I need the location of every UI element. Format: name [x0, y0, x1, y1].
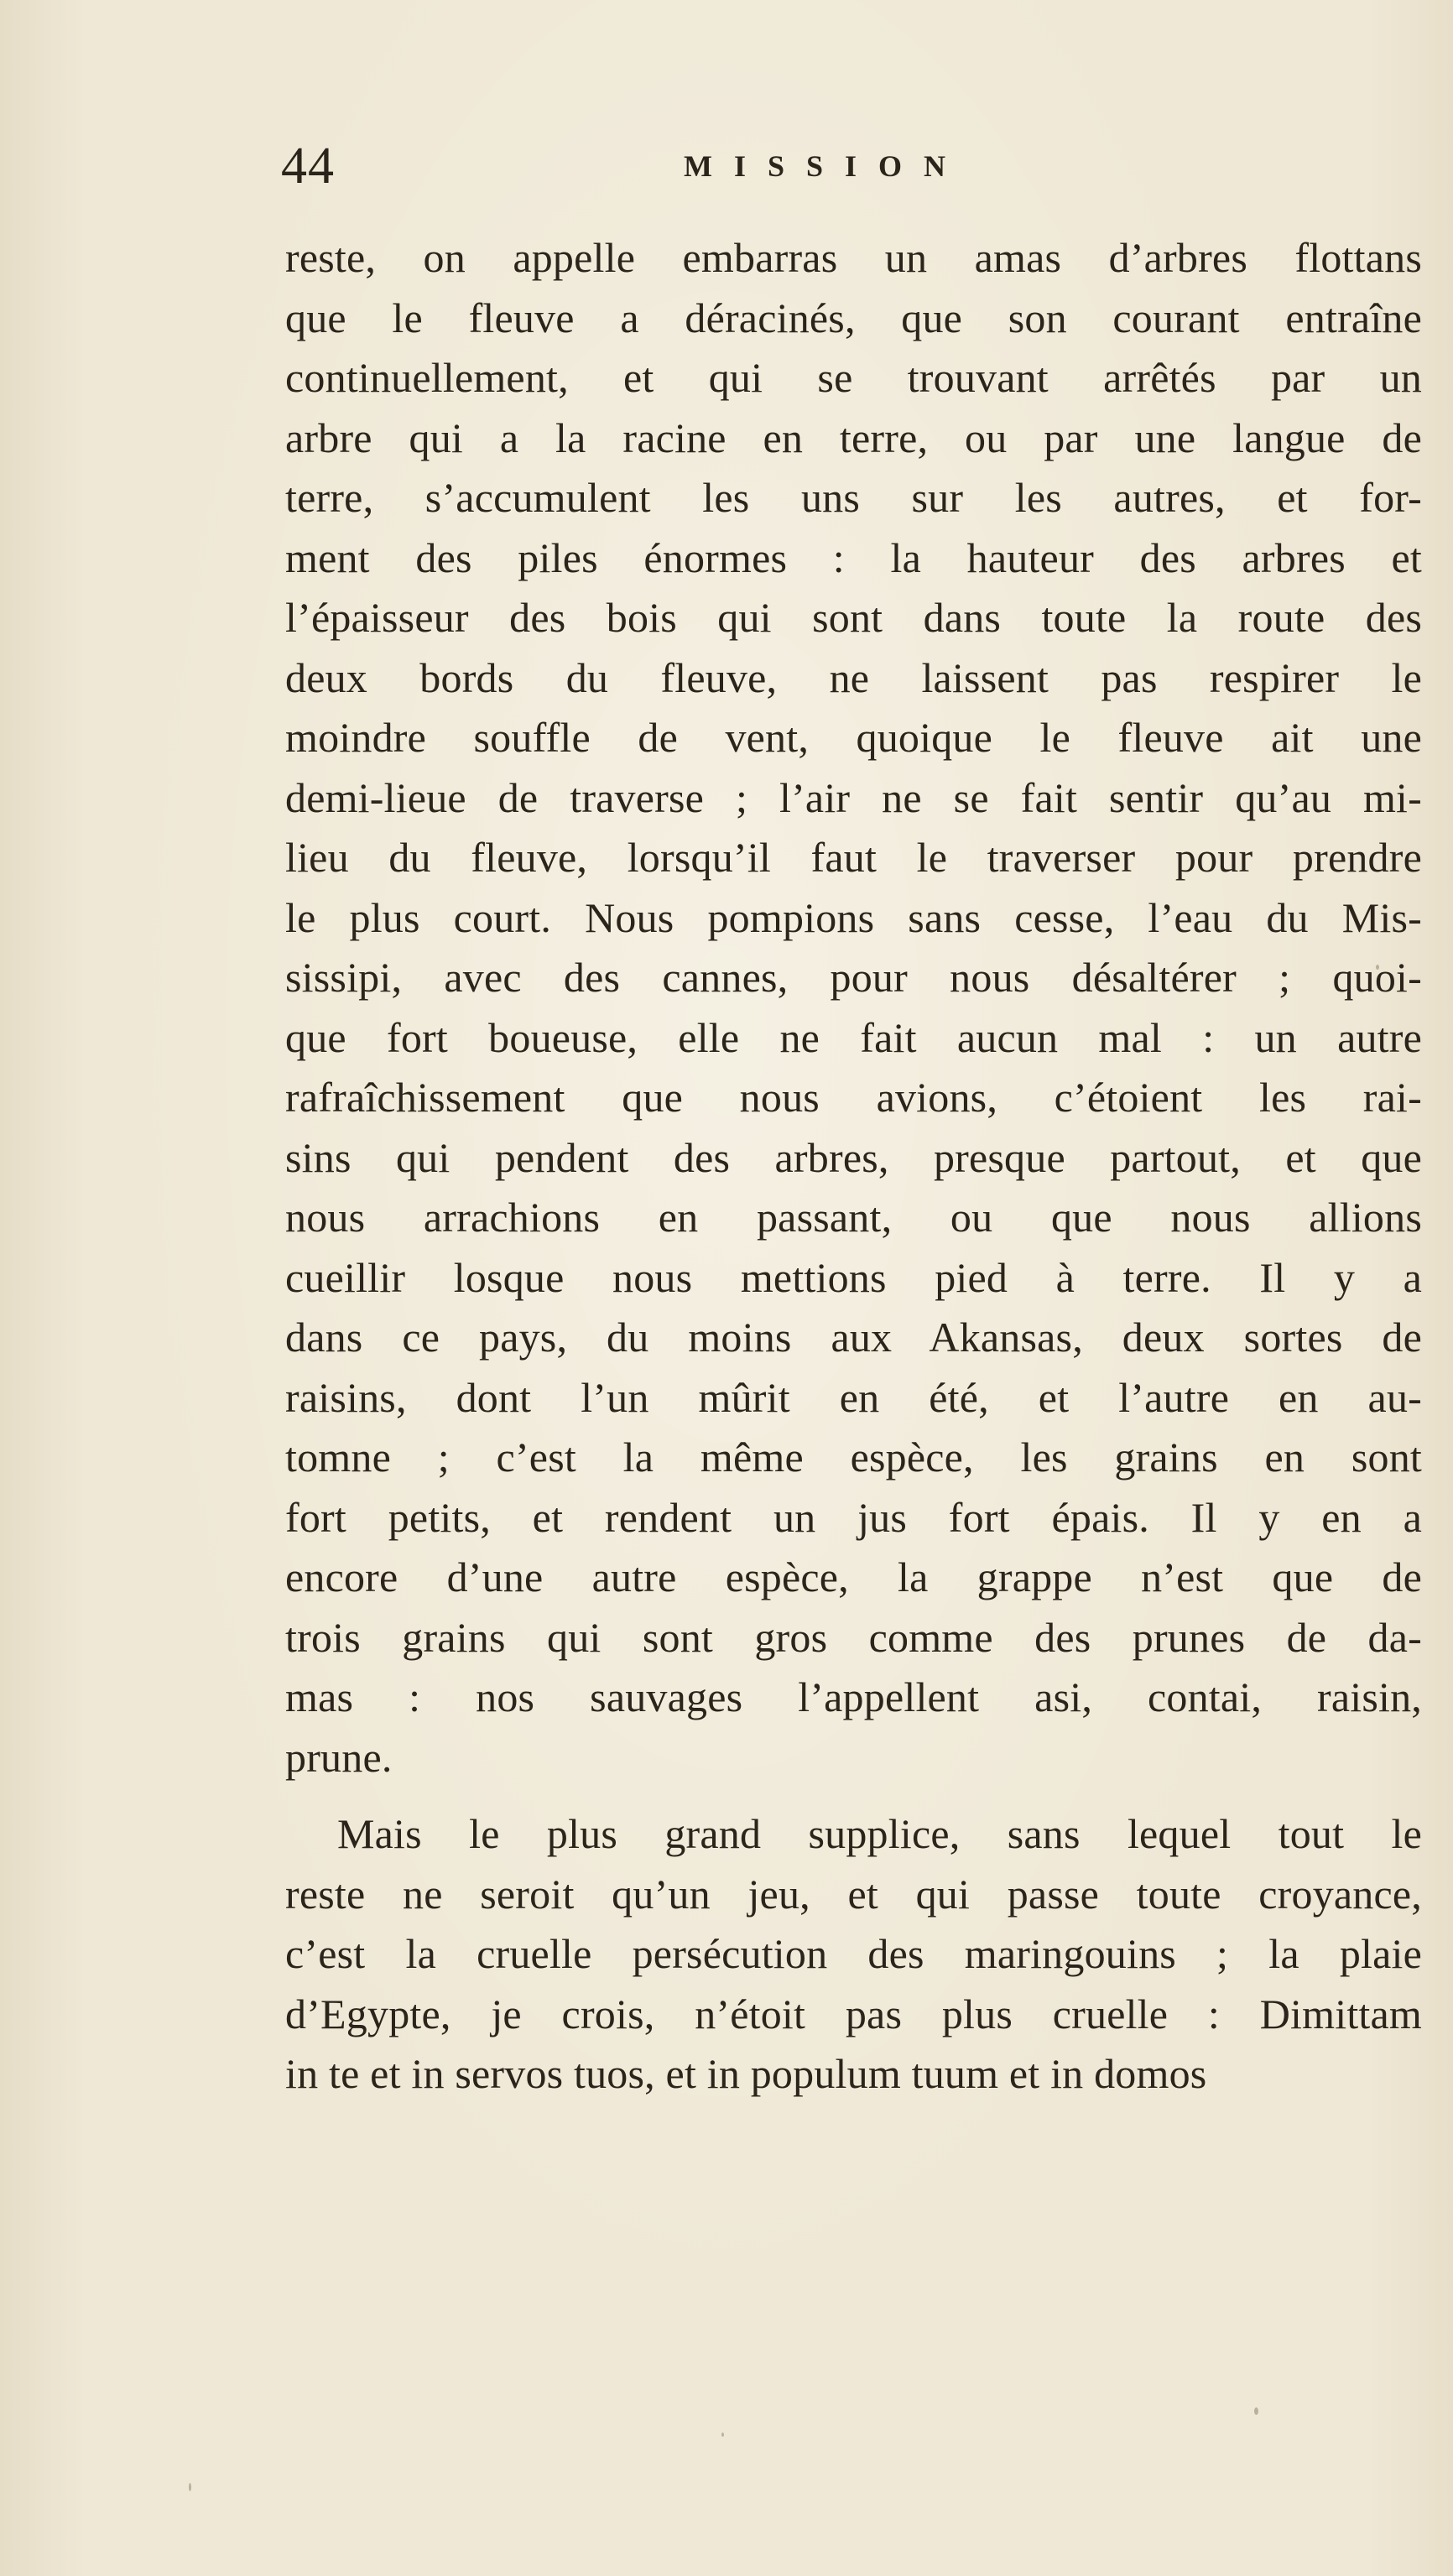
- text-line: nous arrachions en passant, ou que nous allions: [285, 1194, 1422, 1241]
- paragraph-gap: [285, 1788, 1422, 1804]
- text-line: tomne ; c’est la même espèce, les grains en sont: [285, 1434, 1422, 1481]
- text-line: Mais le plus grand supplice, sans lequel tout le: [337, 1810, 1422, 1857]
- text-line: reste, on appelle embarras un amas d’arbres flottans: [285, 234, 1422, 281]
- text-line: prune.: [285, 1733, 393, 1781]
- text-line: rafraîchissement que nous avions, c’étoient les rai-: [285, 1074, 1422, 1121]
- paper-speck: [721, 2433, 724, 2437]
- text-line: que le fleuve a déracinés, que son courant entraîne: [285, 294, 1422, 341]
- text-line: dans ce pays, du moins aux Akansas, deux sortes de: [285, 1314, 1422, 1361]
- text-line: lieu du fleuve, lorsqu’il faut le traverser pour prendre: [285, 834, 1422, 881]
- text-line: sissipi, avec des cannes, pour nous désaltérer ; quoi-: [285, 954, 1422, 1001]
- text-line: d’Egypte, je crois, n’étoit pas plus cruelle : Dimittam: [285, 1990, 1422, 2037]
- text-line: l’épaisseur des bois qui sont dans toute la route des: [285, 594, 1422, 641]
- text-line: deux bords du fleuve, ne laissent pas respirer le: [285, 653, 1422, 701]
- text-line: le plus court. Nous pompions sans cesse, l’eau du Mis-: [285, 893, 1422, 941]
- text-line: ment des piles énormes : la hauteur des arbres et: [285, 533, 1422, 581]
- paper-speck: [1376, 965, 1379, 970]
- paragraph-1: [285, 228, 1422, 1788]
- text-line: c’est la cruelle persécution des maringouins ; la plaie: [285, 1930, 1422, 1977]
- text-line: moindre souffle de vent, quoique le fleuve ait une: [285, 714, 1422, 761]
- text-line: continuellement, et qui se trouvant arrêtés par un: [285, 354, 1422, 401]
- text-line: demi-lieue de traverse ; l’air ne se fait sentir qu’au mi-: [285, 773, 1422, 821]
- paragraph-2: [285, 1804, 1422, 2105]
- text-line: cueillir losque nous mettions pied à terre. Il y a: [285, 1253, 1422, 1301]
- text-line: mas : nos sauvages l’appellent asi, contai, raisin,: [285, 1673, 1422, 1720]
- text-line: fort petits, et rendent un jus fort épais. Il y en a: [285, 1493, 1422, 1541]
- text-line: sins qui pendent des arbres, presque partout, et que: [285, 1133, 1422, 1181]
- text-line: terre, s’accumulent les uns sur les autres, et for-: [285, 474, 1422, 521]
- text-line: encore d’une autre espèce, la grappe n’est que de: [285, 1553, 1422, 1600]
- page-header: [281, 124, 1422, 208]
- paper-speck: [1254, 2407, 1258, 2415]
- text-line: que fort boueuse, elle ne fait aucun mal : un autre: [285, 1013, 1422, 1061]
- running-head: MISSION: [684, 149, 968, 183]
- text-line: trois grains qui sont gros comme des prunes de da-: [285, 1613, 1422, 1661]
- paper-speck: [189, 2483, 191, 2491]
- text-line: reste ne seroit qu’un jeu, et qui passe toute croyance,: [285, 1870, 1422, 1918]
- body-text: [285, 228, 1422, 2105]
- text-line: in te et in servos tuos, et in populum tuum et in domos: [285, 2050, 1207, 2097]
- page-number: 44: [281, 138, 335, 195]
- text-line: arbre qui a la racine en terre, ou par une langue de: [285, 414, 1422, 461]
- text-line: raisins, dont l’un mûrit en été, et l’autre en au-: [285, 1373, 1422, 1421]
